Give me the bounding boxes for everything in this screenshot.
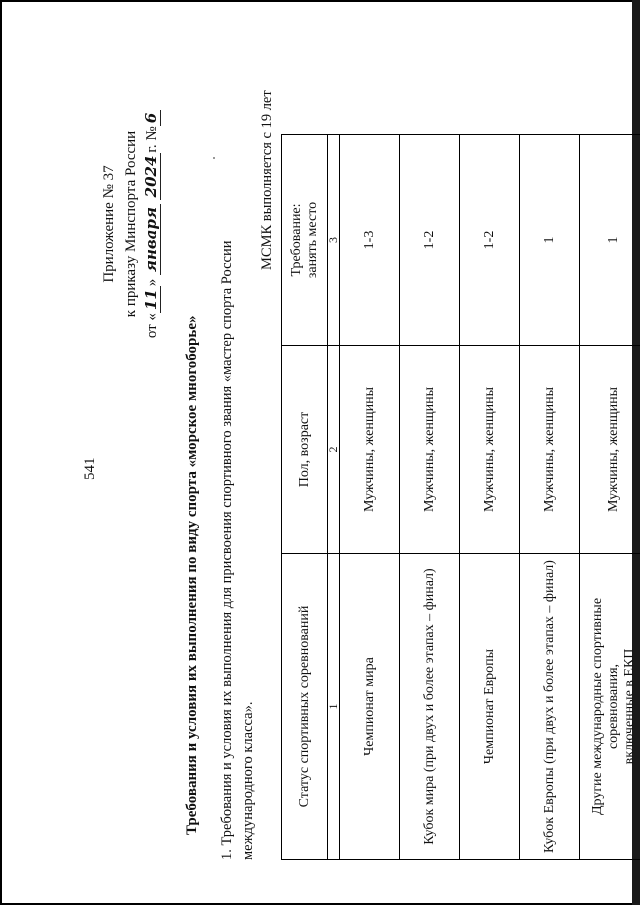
header-sex-age: Пол, возраст xyxy=(282,346,328,554)
row-status: Чемпионат мира xyxy=(340,554,400,860)
date-mid: » xyxy=(144,278,160,287)
requirements-table xyxy=(281,134,640,860)
row-sex: Мужчины, женщины xyxy=(400,346,460,554)
col-number-3: 3 xyxy=(328,135,340,346)
header-requirement-line1: Требование: xyxy=(288,203,304,277)
document-title: Требования и условия их выполнения по виду спорта «морское многоборье» xyxy=(184,315,200,835)
row-status-line2: включенные в ЕКП xyxy=(621,648,637,765)
column-number-row xyxy=(328,135,340,860)
row-status: Кубок Европы (при двух и более этапах – финал) xyxy=(520,554,580,860)
row-place: 1-2 xyxy=(460,135,520,346)
order-reference: к приказу Минспорта России xyxy=(123,130,139,318)
table-header-row xyxy=(282,135,328,860)
intro-line-2: международного класса». xyxy=(240,701,256,860)
date-year-handwritten: 2024 xyxy=(142,153,161,201)
appendix-number: Приложение № 37 xyxy=(101,165,117,283)
row-sex: Мужчины, женщины xyxy=(460,346,520,554)
row-sex: Мужчины, женщины xyxy=(520,346,580,554)
header-requirement xyxy=(282,135,328,346)
table-row xyxy=(460,135,520,860)
row-status: Чемпионат Европы xyxy=(460,554,520,860)
table-caption: МСМК выполняется с 19 лет xyxy=(259,90,275,270)
row-status: Кубок мира (при двух и более этапах – финал) xyxy=(400,554,460,860)
row-place: 1 xyxy=(580,135,640,346)
table-row xyxy=(520,135,580,860)
date-month-handwritten: января xyxy=(142,204,161,275)
date-prefix: от « xyxy=(144,313,160,339)
col-number-1: 1 xyxy=(328,554,340,860)
header-requirement-line2: занять место xyxy=(304,201,320,279)
row-place: 1 xyxy=(520,135,580,346)
date-day-handwritten: 11 xyxy=(142,286,161,313)
row-sex: Мужчины, женщины xyxy=(340,346,400,554)
row-status-line1: Другие международные спортивные соревнования, xyxy=(589,597,621,816)
row-place: 1-3 xyxy=(340,135,400,346)
order-date-line xyxy=(142,19,161,429)
table-row xyxy=(580,135,640,860)
table-row xyxy=(400,135,460,860)
row-status xyxy=(580,554,640,860)
table-row xyxy=(340,135,400,860)
date-no: г. № xyxy=(144,126,160,153)
header-status: Статус спортивных соревнований xyxy=(282,554,328,860)
col-number-2: 2 xyxy=(328,346,340,554)
page-number: 541 xyxy=(82,457,98,480)
intro-line-1: 1. Требования и условия их выполнения для присвоения спортивного звания «мастер спорта России xyxy=(219,240,235,860)
row-sex: Мужчины, женщины xyxy=(580,346,640,554)
order-number-handwritten: 6 xyxy=(142,110,161,126)
row-place: 1-2 xyxy=(400,135,460,346)
appendix-header xyxy=(98,19,142,429)
